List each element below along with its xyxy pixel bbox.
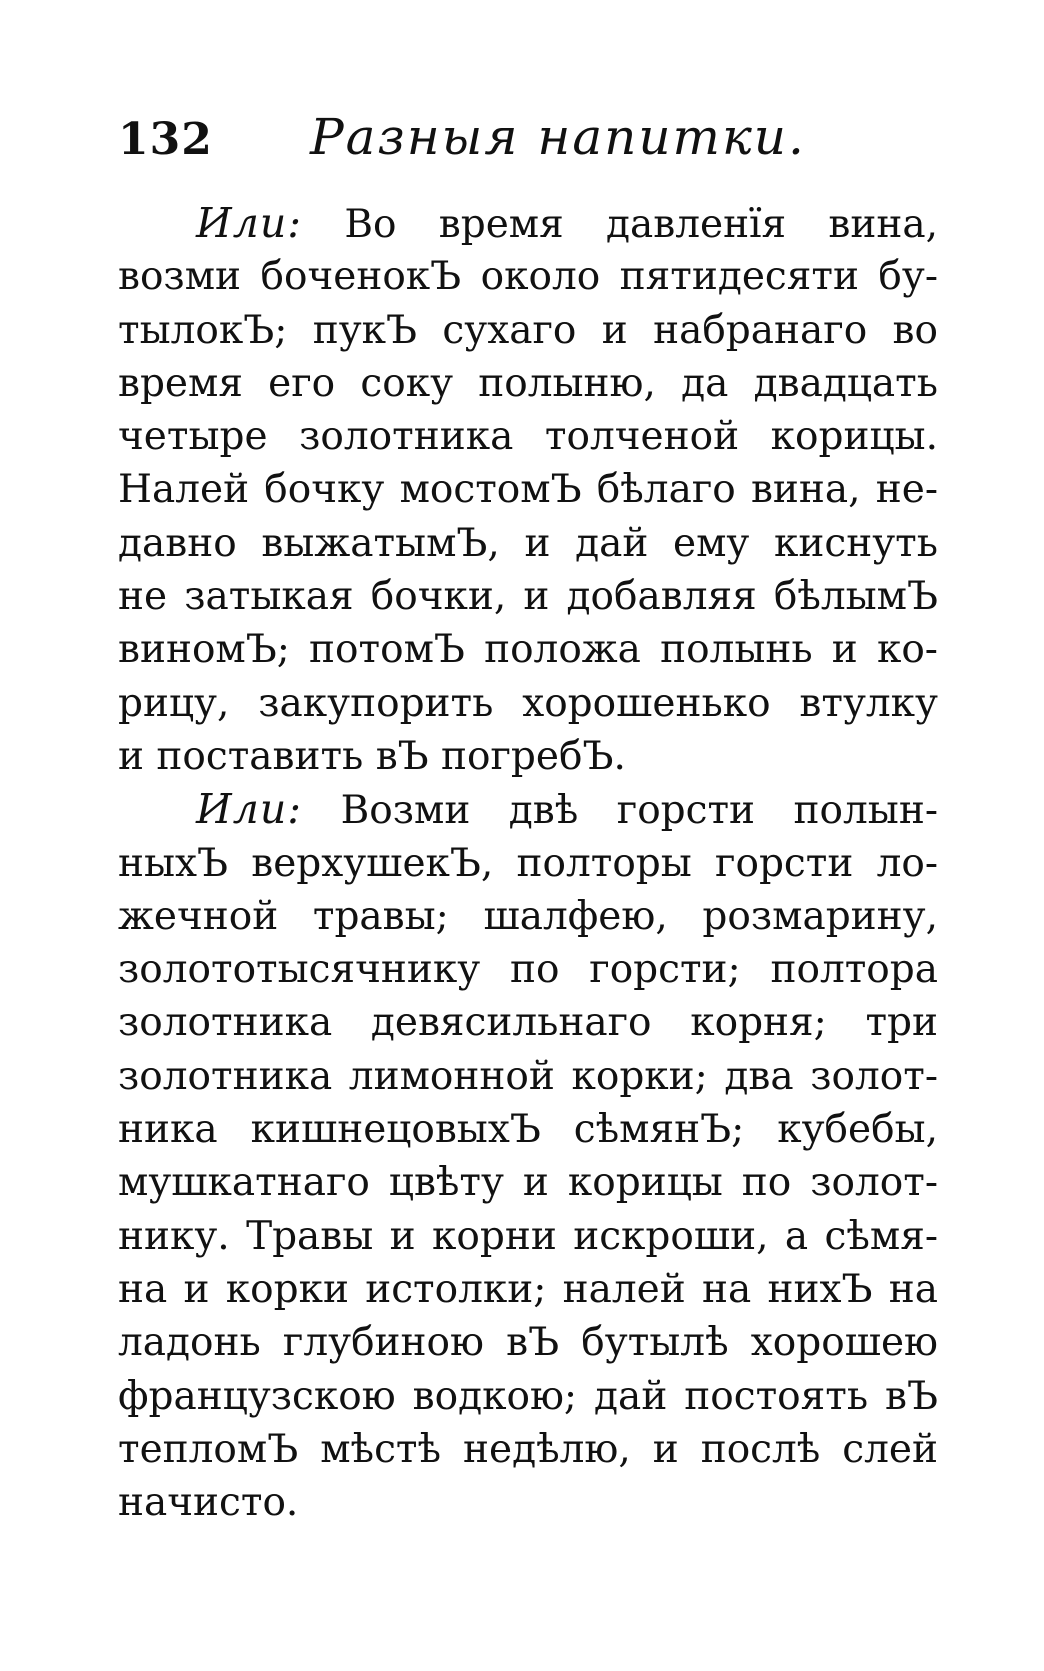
text-line: тылокЪ; пукЪ сухаго и набранаго во: [118, 307, 938, 353]
text-line: давно выжатымЪ, и дай ему киснуть: [118, 520, 938, 566]
text-line: [118, 783, 938, 836]
text-line: не затыкая бочки, и добавляя бѣлымЪ: [118, 574, 938, 620]
text-line: Налей бочку мостомЪ бѣлаго вина, не-: [118, 467, 938, 513]
text-line: время его соку полыню, да двадцать: [118, 360, 938, 406]
text-line: на и корки истолки; налей на нихЪ на: [118, 1266, 938, 1312]
text-line: ника кишнецовыхЪ сѣмянЪ; кубебы,: [118, 1107, 938, 1153]
text-line: и поставить вЪ погребЪ.: [118, 733, 626, 779]
text-line: [118, 197, 938, 250]
page-header: [118, 108, 938, 168]
text-line: виномЪ; потомЪ положа полынь и ко-: [118, 627, 938, 673]
text-line: нику. Травы и корни искроши, а сѣмя-: [118, 1213, 938, 1259]
paragraph-lead: Или:: [196, 199, 303, 247]
text-line: мушкатнаго цвѣту и корицы по золот-: [118, 1160, 938, 1206]
paragraph-lead: Или:: [196, 785, 303, 834]
text-line: ныхЪ верхушекЪ, полторы горсти ло-: [118, 840, 938, 886]
paragraph: [118, 197, 938, 783]
text-line: начисто.: [118, 1480, 299, 1526]
running-title: Разныя напитки.: [310, 108, 806, 166]
body-text: [118, 197, 938, 1529]
text-line: золотника девясильнаго корня; три: [118, 1000, 938, 1046]
page-number: 132: [118, 114, 213, 165]
line-text: Возми двѣ горсти полын-: [340, 788, 938, 834]
text-line: золототысячнику по горсти; полтора: [118, 947, 938, 993]
text-line: возми боченокЪ около пятидесяти бу-: [118, 254, 938, 300]
line-text: Во время давленїя вина,: [344, 202, 938, 247]
text-line: жечной травы; шалфею, розмарину,: [118, 893, 938, 939]
paragraph: [118, 783, 938, 1529]
text-line: французскою водкою; дай постоять вЪ: [118, 1373, 938, 1419]
text-line: золотника лимонной корки; два золот-: [118, 1053, 938, 1099]
text-line: ладонь глубиною вЪ бутылѣ хорошею: [118, 1320, 938, 1366]
text-line: рицу, закупорить хорошенько втулку: [118, 680, 938, 726]
text-line: тепломЪ мѣстѣ недѣлю, и послѣ слей: [118, 1426, 938, 1472]
text-line: четыре золотника толченой корицы.: [118, 414, 938, 460]
